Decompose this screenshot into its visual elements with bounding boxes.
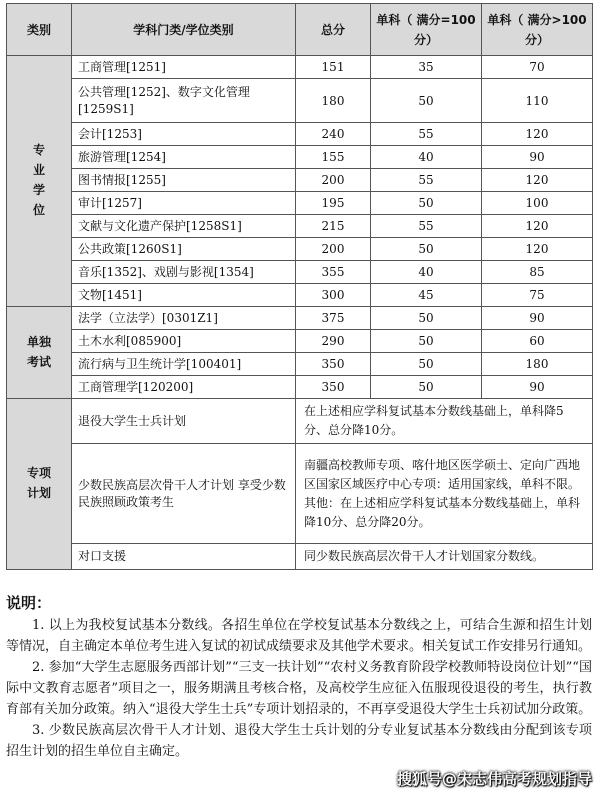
note-item: 1. 以上为我校复试基本分数线。各招生单位在学校复试基本分数线之上，可结合生源和招生计划等情况，自主确定本单位考生进入复试的初试成绩要求及其他学术要求。相关复试工作安排另行通知。: [6, 618, 592, 654]
category-separate-exam: 单独考试: [7, 307, 72, 399]
watermark: 搜狐号@宋志伟高考规划指导: [396, 770, 592, 788]
row-total: 300: [296, 284, 371, 307]
score-table: [6, 3, 593, 570]
table-row: [7, 284, 593, 307]
row-name: 工商管理学[120200]: [72, 376, 296, 399]
table-row: [7, 330, 593, 353]
row-name: 土木水利[085900]: [72, 330, 296, 353]
row-single-high: 180: [482, 353, 593, 376]
table-row: [7, 79, 593, 123]
row-name: 旅游管理[1254]: [72, 146, 296, 169]
row-name: 对口支援: [72, 544, 296, 570]
table-row: [7, 123, 593, 146]
row-total: 355: [296, 261, 371, 284]
row-single-low: 50: [371, 238, 482, 261]
header-row: [7, 4, 593, 56]
row-single-low: 55: [371, 215, 482, 238]
row-total: 350: [296, 376, 371, 399]
row-name: 文献与文化遗产保护[1258S1]: [72, 215, 296, 238]
table-row: [7, 353, 593, 376]
row-name: 退役大学生士兵计划: [72, 399, 296, 444]
row-single-low: 40: [371, 261, 482, 284]
row-single-high: 90: [482, 146, 593, 169]
row-single-high: 120: [482, 169, 593, 192]
row-single-high: 100: [482, 192, 593, 215]
row-single-low: 50: [371, 307, 482, 330]
row-policy-note: 同少数民族高层次骨干人才计划国家分数线。: [296, 544, 593, 570]
row-single-high: 90: [482, 376, 593, 399]
row-name: 会计[1253]: [72, 123, 296, 146]
table-row: [7, 215, 593, 238]
table-row: [7, 376, 593, 399]
row-single-low: 50: [371, 376, 482, 399]
row-single-high: 120: [482, 123, 593, 146]
row-name: 法学（立法学）[0301Z1]: [72, 307, 296, 330]
row-name: 音乐[1352]、戏剧与影视[1354]: [72, 261, 296, 284]
row-total: 195: [296, 192, 371, 215]
row-single-low: 55: [371, 123, 482, 146]
row-single-high: 85: [482, 261, 593, 284]
category-professional: 专业学位: [7, 56, 72, 307]
table-row: [7, 544, 593, 570]
table-row: [7, 238, 593, 261]
note-item: 2. 参加“大学生志愿服务西部计划”“三支一扶计划”“农村义务教育阶段学校教师特设岗位计划”“国际中文教育志愿者”项目之一，服务期满且考核合格，及高校学生应征入伍服现役退役的考生，执行教育部有关加分政策。纳入“退役大学生士兵”专项计划招录的，不再享受退役大学生士兵初试加分政策。: [6, 660, 592, 717]
policy-note-line: 南疆高校教师专项、喀什地区医学硕士、定向广西地区国家区域医疗中心专项：适用国家线，单科不限。: [304, 457, 581, 491]
row-single-low: 50: [371, 330, 482, 353]
row-total: 155: [296, 146, 371, 169]
header-single-low: 单科（ 满分=100 分）: [371, 4, 482, 56]
row-total: 200: [296, 169, 371, 192]
row-total: 215: [296, 215, 371, 238]
row-single-high: 120: [482, 215, 593, 238]
row-total: 180: [296, 79, 371, 123]
row-policy-note: 在上述相应学科复试基本分数线基础上，单科降5分、总分降10分。: [296, 399, 593, 444]
table-row: [7, 146, 593, 169]
row-name: 公共管理[1252]、数字文化管理[1259S1]: [72, 79, 296, 123]
row-total: 290: [296, 330, 371, 353]
table-row: [7, 192, 593, 215]
row-single-high: 70: [482, 56, 593, 79]
row-name: 工商管理[1251]: [72, 56, 296, 79]
table-row: [7, 307, 593, 330]
row-single-high: 75: [482, 284, 593, 307]
table-row: [7, 261, 593, 284]
row-single-low: 35: [371, 56, 482, 79]
row-name: 图书情报[1255]: [72, 169, 296, 192]
row-total: 200: [296, 238, 371, 261]
row-single-high: 120: [482, 238, 593, 261]
row-name: 文物[1451]: [72, 284, 296, 307]
row-single-low: 40: [371, 146, 482, 169]
row-total: 350: [296, 353, 371, 376]
row-name: 流行病与卫生统计学[100401]: [72, 353, 296, 376]
table-row: [7, 399, 593, 444]
row-single-low: 50: [371, 79, 482, 123]
row-policy-note: [296, 444, 593, 544]
row-single-low: 45: [371, 284, 482, 307]
row-total: 375: [296, 307, 371, 330]
row-single-low: 55: [371, 169, 482, 192]
header-total: 总分: [296, 4, 371, 56]
table-row: [7, 444, 593, 544]
row-name: 审计[1257]: [72, 192, 296, 215]
row-total: 240: [296, 123, 371, 146]
header-discipline: 学科门类/学位类别: [72, 4, 296, 56]
row-single-high: 90: [482, 307, 593, 330]
row-total: 151: [296, 56, 371, 79]
row-single-low: 50: [371, 353, 482, 376]
row-name: 公共政策[1260S1]: [72, 238, 296, 261]
policy-note-line: 其他：在上述相应学科复试基本分数线基础上，单科降10分、总分降20分。: [304, 495, 581, 529]
header-category: 类别: [7, 4, 72, 56]
header-single-high: 单科（ 满分>100 分）: [482, 4, 593, 56]
note-item: 3. 少数民族高层次骨干人才计划、退役大学生士兵计划的分专业复试基本分数线由分配到该专项招生计划的招生单位自主确定。: [6, 723, 592, 759]
row-single-low: 50: [371, 192, 482, 215]
notes-title: 说明：: [6, 594, 52, 612]
row-single-high: 60: [482, 330, 593, 353]
row-single-high: 110: [482, 79, 593, 123]
table-row: [7, 56, 593, 79]
notes-section: [6, 593, 592, 762]
row-name: 少数民族高层次骨干人才计划 享受少数民族照顾政策考生: [72, 444, 296, 544]
table-row: [7, 169, 593, 192]
category-special-plan: 专项计划: [7, 399, 72, 570]
